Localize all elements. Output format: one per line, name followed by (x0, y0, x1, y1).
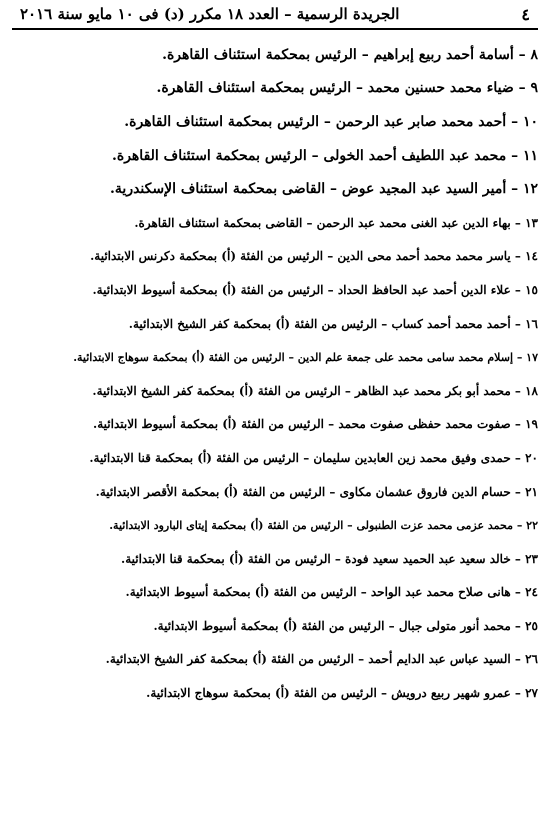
list-item: ٢٦ – السيد عباس عبد الدايم أحمد – الرئيس من الفئة (أ) بمحكمة كفر الشيخ الابتدائية. (105, 652, 538, 667)
list-item: ١٣ – بهاء الدين عبد الغنى محمد عبد الرحمن – القاضى بمحكمة استئناف القاهرة. (134, 215, 538, 230)
list-item: ٩ – ضياء محمد حسنين محمد – الرئيس بمحكمة استئناف القاهرة. (156, 80, 538, 97)
gazette-title: الجريدة الرسمية – العدد ١٨ مكرر (د) فى ١٠ مايو سنة ٢٠١٦ (20, 5, 400, 23)
list-item: ٢٢ – محمد عزمى محمد عزت الطنبولى – الرئيس من الفئة (أ) بمحكمة إيتاى البارود الابتدائية. (109, 518, 538, 532)
list-item: ٢٤ – هانى صلاح محمد عبد الواحد – الرئيس من الفئة (أ) بمحكمة أسيوط الابتدائية. (125, 585, 538, 600)
list-item: ١٥ – علاء الدين أحمد عبد الحافظ الحداد – الرئيس من الفئة (أ) بمحكمة أسيوط الابتدائية. (92, 282, 538, 297)
list-item: ٢٥ – محمد أنور متولى جبال – الرئيس من الفئة (أ) بمحكمة أسيوط الابتدائية. (153, 618, 538, 633)
list-item: ١١ – محمد عبد اللطيف أحمد الخولى – الرئيس بمحكمة استئناف القاهرة. (111, 147, 538, 164)
list-item: ٢٠ – حمدى وفيق محمد زين العابدين سليمان – الرئيس من الفئة (أ) بمحكمة قنا الابتدائية. (89, 450, 538, 465)
list-item: ١٩ – صفوت محمد حفظى صفوت محمد – الرئيس من الفئة (أ) بمحكمة أسيوط الابتدائية. (93, 417, 538, 432)
appointments-list (12, 38, 538, 710)
list-item: ١٠ – أحمد محمد صابر عبد الرحمن – الرئيس بمحكمة استئناف القاهرة. (124, 113, 538, 130)
list-item: ١٤ – ياسر محمد محمد أحمد محى الدين – الرئيس من الفئة (أ) بمحكمة دكرنس الابتدائية. (90, 249, 538, 264)
list-item: ٢٧ – عمرو شهير ربيع درويش – الرئيس من الفئة (أ) بمحكمة سوهاج الابتدائية. (146, 686, 538, 701)
list-item: ٢٣ – خالد سعيد عبد الحميد سعيد فودة – الرئيس من الفئة (أ) بمحكمة قنا الابتدائية. (121, 551, 538, 566)
page-number: ٤ (521, 4, 530, 24)
list-item: ١٦ – أحمد محمد أحمد كساب – الرئيس من الفئة (أ) بمحكمة كفر الشيخ الابتدائية. (128, 316, 538, 331)
list-item: ٢١ – حسام الدين فاروق عشمان مكاوى – الرئيس من الفئة (أ) بمحكمة الأقصر الابتدائية. (95, 484, 538, 499)
list-item: ١٨ – محمد أبو بكر محمد عبد الظاهر – الرئيس من الفئة (أ) بمحكمة كفر الشيخ الابتدائية. (92, 383, 538, 398)
page-header (12, 0, 538, 30)
list-item: ١٢ – أمير السيد عبد المجيد عوض – القاضى بمحكمة استئناف الإسكندرية. (110, 181, 538, 198)
list-item: ١٧ – إسلام محمد سامى محمد على جمعة علم الدين – الرئيس من الفئة (أ) بمحكمة سوهاج الابتدائية. (73, 350, 538, 364)
list-item: ٨ – أسامة أحمد ربيع إبراهيم – الرئيس بمحكمة استئناف القاهرة. (162, 46, 538, 63)
